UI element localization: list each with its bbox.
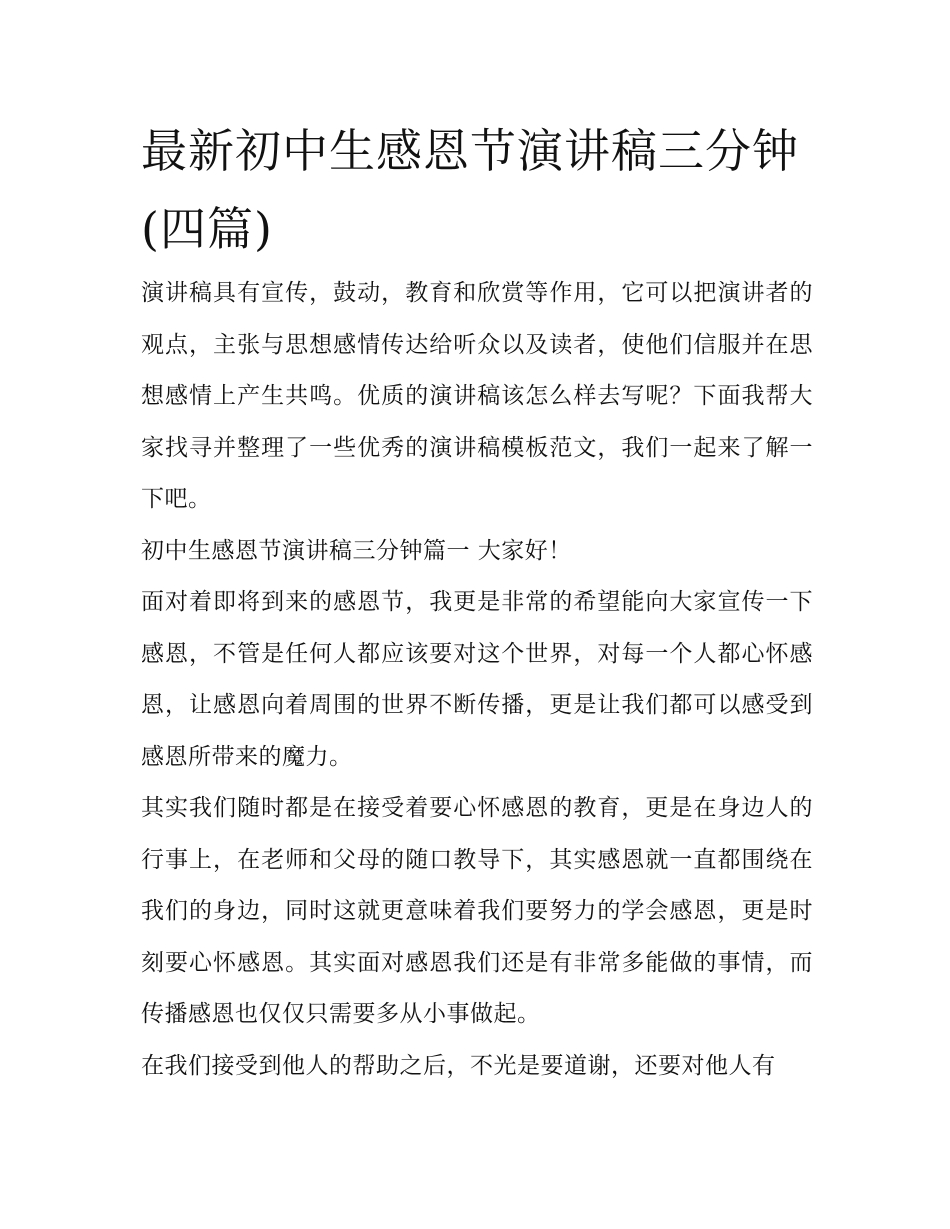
paragraph-body-2: 其实我们随时都是在接受着要心怀感恩的教育，更是在身边人的行事上，在老师和父母的随口教导下，其实感恩就一直都围绕在我们的身边，同时这就更意味着我们要努力的学会感恩，更是时刻要心怀感恩。其实面对感恩我们还是有非常多能做的事情，而传播感恩也仅仅只需要多从小事做起。 (141, 795, 813, 1027)
paragraph-section-heading: 初中生感恩节演讲稿三分钟篇一 大家好！ (141, 537, 572, 564)
document-title: 最新初中生感恩节演讲稿三分钟(四篇) (141, 124, 799, 256)
paragraph-intro: 演讲稿具有宣传，鼓动，教育和欣赏等作用，它可以把演讲者的观点，主张与思想感情传达给听众以及读者，使他们信服并在思想感情上产生共鸣。优质的演讲稿该怎么样去写呢？下面我帮大家找寻并整理了一些优秀的演讲稿模板范文，我们一起来了解一下吧。 (141, 280, 813, 512)
paragraph-body-1: 面对着即将到来的感恩节，我更是非常的希望能向大家宣传一下感恩，不管是任何人都应该要对这个世界，对每一个人都心怀感恩，让感恩向着周围的世界不断传播，更是让我们都可以感受到感恩所带来的魔力。 (141, 589, 813, 770)
paragraph-body-3: 在我们接受到他人的帮助之后，不光是要道谢，还要对他人有 (141, 1052, 776, 1079)
document-content (141, 112, 813, 1092)
